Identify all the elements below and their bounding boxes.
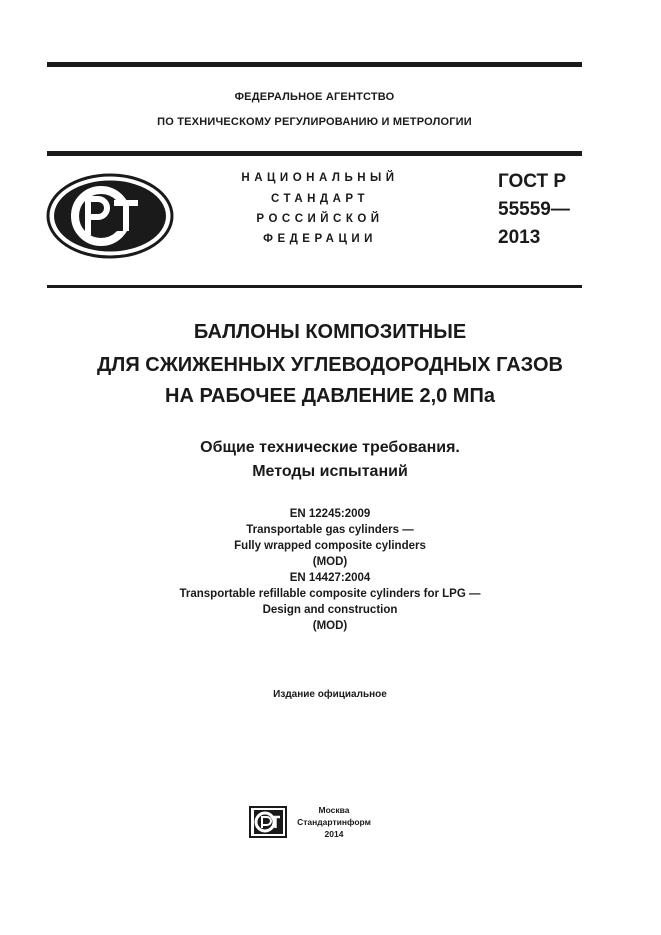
standard-type-line: РОССИЙСКОЙ bbox=[256, 213, 384, 225]
standartinform-logo-icon bbox=[249, 806, 287, 838]
standard-type-line: НАЦИОНАЛЬНЫЙ bbox=[241, 172, 399, 184]
document-title-line: ДЛЯ СЖИЖЕННЫХ УГЛЕВОДОРОДНЫХ ГАЗОВ bbox=[97, 354, 563, 376]
agency-line-2: ПО ТЕХНИЧЕСКОМУ РЕГУЛИРОВАНИЮ И МЕТРОЛОГИИ bbox=[157, 116, 472, 128]
standard-type-line: ФЕДЕРАЦИИ bbox=[263, 233, 377, 245]
reference-standard-line: (MOD) bbox=[312, 620, 348, 632]
edition-note: Издание официальное bbox=[273, 689, 387, 700]
designation-number: 55559— bbox=[498, 199, 570, 220]
reference-standard-line: EN 12245:2009 bbox=[289, 508, 371, 520]
standard-type-line: СТАНДАРТ bbox=[271, 193, 369, 205]
top-rule bbox=[47, 62, 582, 67]
header-rule bbox=[47, 151, 582, 156]
reference-standard-line: (MOD) bbox=[312, 556, 348, 568]
publisher-year: 2014 bbox=[324, 829, 344, 839]
designation-line: ГОСТ Р bbox=[498, 171, 567, 192]
reference-standard-line: Fully wrapped composite cylinders bbox=[234, 540, 426, 552]
agency-line-1: ФЕДЕРАЛЬНОЕ АГЕНТСТВО bbox=[234, 91, 395, 103]
document-title-line: НА РАБОЧЕЕ ДАВЛЕНИЕ 2,0 МПа bbox=[165, 385, 495, 407]
reference-standard-line: Design and construction bbox=[262, 604, 398, 616]
reference-standard-line: EN 14427:2004 bbox=[289, 572, 371, 584]
rst-certification-mark-icon bbox=[46, 173, 174, 259]
publisher-city: Москва bbox=[318, 805, 350, 815]
document-title-line: БАЛЛОНЫ КОМПОЗИТНЫЕ bbox=[193, 321, 467, 343]
title-rule bbox=[47, 285, 582, 288]
reference-standard-line: Transportable refillable composite cylinders for LPG — bbox=[179, 588, 481, 600]
publisher-name: Стандартинформ bbox=[297, 817, 371, 827]
designation-year: 2013 bbox=[498, 227, 541, 248]
document-subtitle-line: Общие технические требования. bbox=[200, 439, 460, 456]
reference-standard-line: Transportable gas cylinders — bbox=[246, 524, 414, 536]
document-subtitle-line: Методы испытаний bbox=[252, 463, 408, 480]
